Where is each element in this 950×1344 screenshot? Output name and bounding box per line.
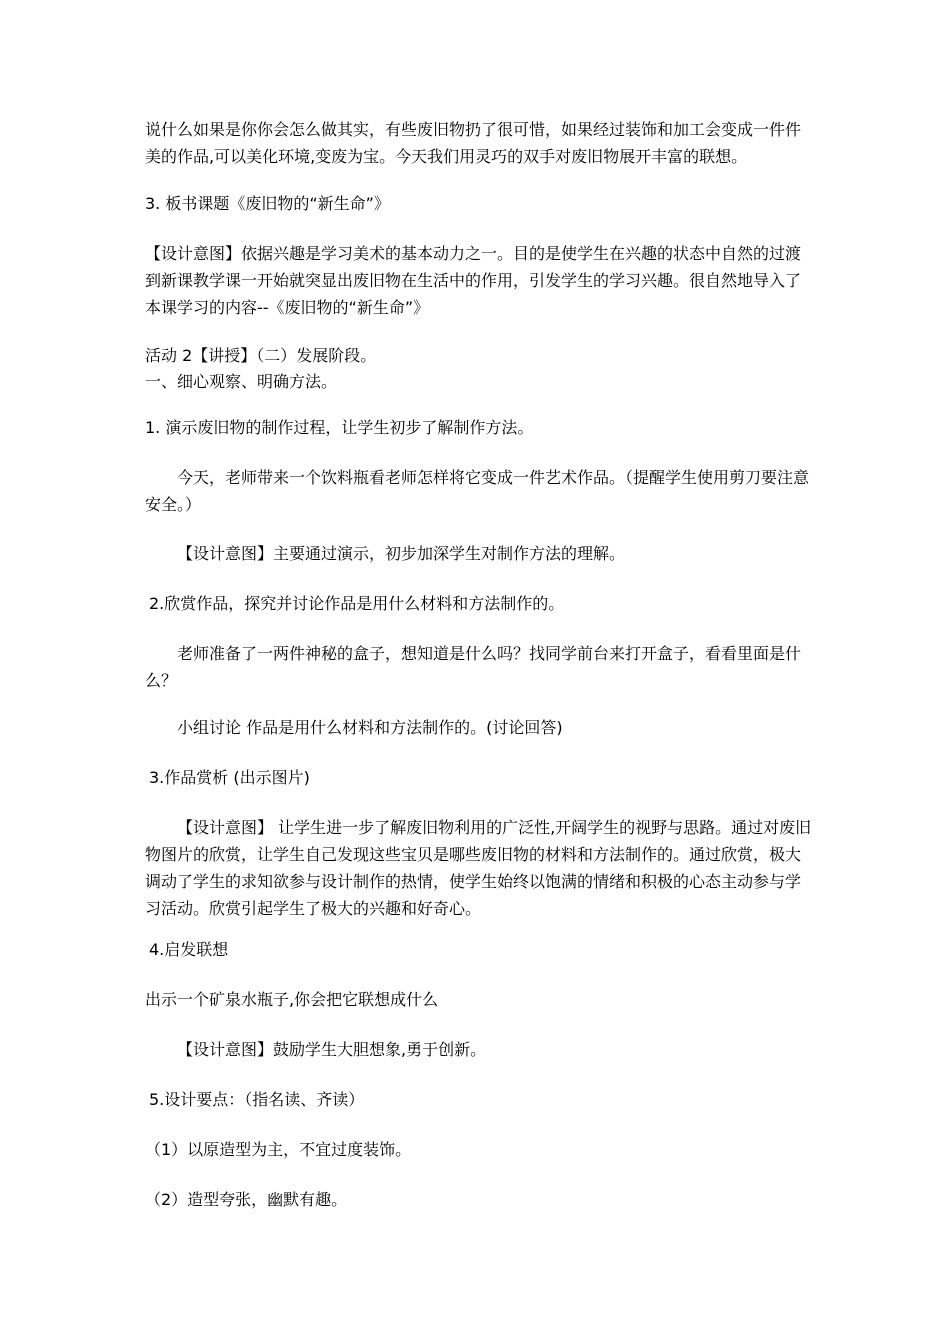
step-2-heading: 2.欣赏作品，探究并讨论作品是用什么材料和方法制作的。 <box>149 594 565 613</box>
demo-paragraph: 今天，老师带来一个饮料瓶看老师怎样将它变成一件艺术作品。（提醒学生使用剪刀要注意安全。） <box>145 468 810 514</box>
intro-paragraph: 说什么如果是你你会怎么做其实，有些废旧物扔了很可惜，如果经过装饰和加工会变成一件件美的作品,可以美化环境,变废为宝。今天我们用灵巧的双手对废旧物展开丰富的联想。 <box>145 120 802 166</box>
step-3-title-heading: 3. 板书课题《废旧物的“新生命”》 <box>145 194 390 213</box>
section-1-heading: 一、细心观察、明确方法。 <box>145 372 338 391</box>
step-3-heading: 3.作品赏析 (出示图片) <box>149 768 310 787</box>
design-point-1: （1）以原造型为主，不宜过度装饰。 <box>145 1140 412 1159</box>
group-discussion-paragraph: 小组讨论 作品是用什么材料和方法制作的。(讨论回答) <box>177 718 563 737</box>
mystery-box-paragraph: 老师准备了一两件神秘的盒子，想知道是什么吗？找同学前台来打开盒子，看看里面是什么？ <box>145 644 802 690</box>
design-point-2: （2）造型夸张，幽默有趣。 <box>145 1190 348 1209</box>
step-1-heading: 1. 演示废旧物的制作过程，让学生初步了解制作方法。 <box>145 418 534 437</box>
step-4-heading: 4.启发联想 <box>149 940 229 959</box>
step-5-heading: 5.设计要点：（指名读、齐读） <box>149 1090 365 1109</box>
design-intent-paragraph-2: 【设计意图】主要通过演示，初步加深学生对制作方法的理解。 <box>177 544 626 563</box>
activity-2-heading: 活动 2【讲授】（二）发展阶段。 <box>145 346 377 365</box>
design-intent-paragraph-1: 【设计意图】依据兴趣是学习美术的基本动力之一。目的是使学生在兴趣的状态中自然的过渡到新课教学课一开始就突显出废旧物在生活中的作用，引发学生的学习兴趣。很自然地导入了本课学习的内容--《废旧物的“新生命”》 <box>145 244 802 317</box>
design-intent-paragraph-3: 【设计意图】 让学生进一步了解废旧物利用的广泛性,开阔学生的视野与思路。通过对废旧物图片的欣赏，让学生自己发现这些宝贝是哪些废旧物的材料和方法制作的。通过欣赏，极大调动了学生的求知欲参与设计制作的热情，使学生始终以饱满的情绪和积极的心态主动参与学习活动。欣赏引起学生了极大的兴趣和好奇心。 <box>145 818 812 918</box>
bottle-prompt-paragraph: 出示一个矿泉水瓶子,你会把它联想成什么 <box>145 990 439 1009</box>
design-intent-paragraph-4: 【设计意图】鼓励学生大胆想象,勇于创新。 <box>177 1040 487 1059</box>
